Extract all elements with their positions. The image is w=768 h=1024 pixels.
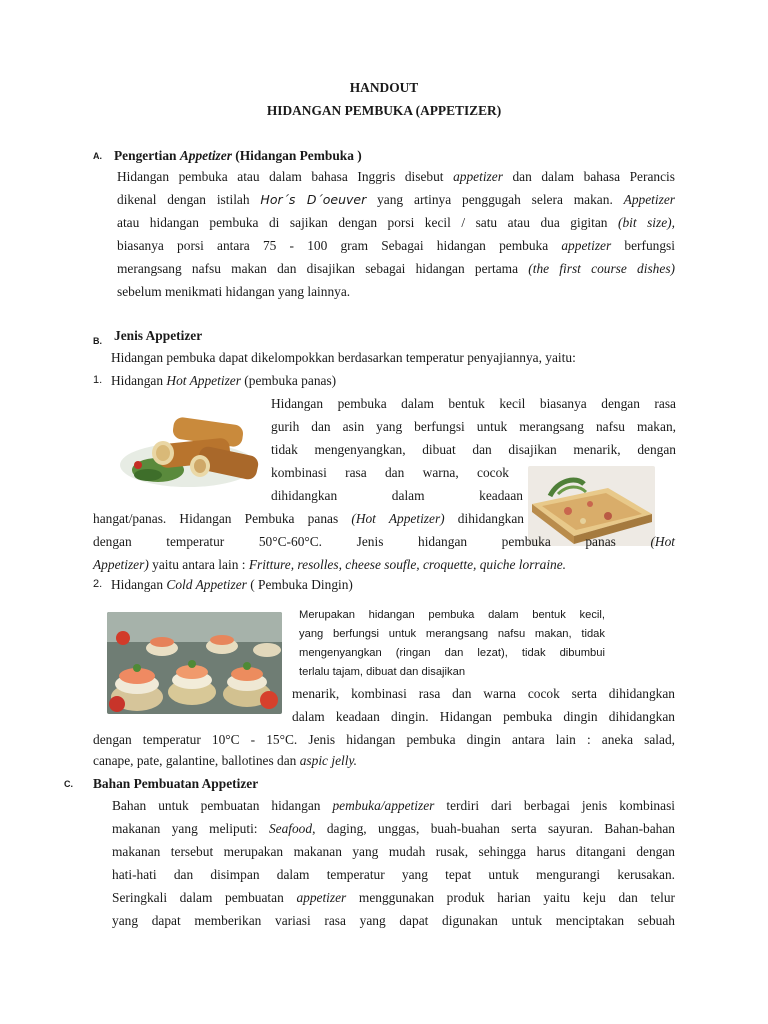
paragraph-line: atau hidangan pembuka di sajikan dengan porsi kecil / satu atau dua gigitan (bit size),: [117, 215, 675, 230]
paragraph-line: biasanya porsi antara 75 - 100 gram Sebagai hidangan pembuka appetizer berfungsi: [117, 238, 675, 253]
section-b-intro: Hidangan pembuka dapat dikelompokkan berdasarkan temperatur penyajiannya, yaitu:: [111, 350, 576, 365]
handout-title: HANDOUT: [349, 80, 419, 95]
section-a-body: [117, 165, 675, 303]
paragraph-line: Seringkali dalam pembuatan appetizer menggunakan produk harian yaitu keju dan telur: [112, 890, 675, 905]
spring-rolls-photo: [118, 415, 264, 489]
paragraph-line: menarik, kombinasi rasa dan warna cocok serta dihidangkan: [292, 686, 675, 701]
paragraph-line: sebelum menikmati hidangan yang lainnya.: [117, 284, 351, 299]
paragraph-line: kombinasi rasa dan warna, cocok: [271, 465, 509, 480]
section-c-heading: Bahan Pembuatan Appetizer: [93, 776, 259, 791]
spring-rolls-image: [118, 415, 264, 489]
item-1-body: [271, 392, 676, 461]
paragraph-line: hangat/panas. Hidangan Pembuka panas (Hot Appetizer) dihidangkan: [93, 511, 524, 526]
paragraph-line: Hidangan pembuka dalam bentuk kecil biasanya dengan rasa: [271, 396, 676, 411]
section-a-letter: A.: [93, 151, 102, 161]
section-c-body: [112, 794, 675, 932]
page-title: HIDANGAN PEMBUKA (APPETIZER): [266, 103, 502, 118]
paragraph-line: Bahan untuk pembuatan hidangan pembuka/appetizer terdiri dari berbagai jenis kombinasi: [112, 798, 675, 813]
paragraph-line: merangsang nafsu makan dan disajikan sebagai hidangan pertama (the first course dishes): [117, 261, 675, 276]
paragraph-line: Hidangan pembuka atau dalam bahasa Inggris disebut appetizer dan dalam bahasa Perancis: [117, 169, 675, 184]
paragraph-line: makanan tersebut merupakan makanan yang mudah rusak, sehingga harus ditangani dengan: [112, 844, 675, 859]
paragraph-line: canape, pate, galantine, ballotines dan aspic jelly.: [93, 753, 358, 768]
paragraph-line: yang dapat memberikan variasi rasa yang dapat digunakan untuk menciptakan sebuah: [112, 913, 675, 928]
paragraph-line: dalam keadaan dingin. Hidangan pembuka dingin dihidangkan: [292, 709, 675, 724]
paragraph-line: Merupakan hidangan pembuka dalam bentuk kecil,: [299, 609, 605, 621]
section-a-heading: Pengertian Appetizer (Hidangan Pembuka ): [114, 148, 362, 163]
item-1-number: 1.: [93, 374, 103, 386]
item-1-label: Hidangan Hot Appetizer (pembuka panas): [111, 373, 337, 388]
canapes-image: [107, 612, 282, 714]
paragraph-line: yang berfungsi untuk merangsang nafsu makan, tidak: [299, 628, 605, 640]
canapes-photo: [107, 612, 282, 714]
paragraph-line: mengenyangkan (ringan dan lezat), tidak dibumbui: [299, 647, 605, 659]
paragraph-line: hati-hati dan disimpan dalam temperatur yang tepat untuk mengurangi kerusakan.: [112, 867, 675, 882]
paragraph-line: dengan temperatur 50°C-60°C. Jenis hidangan pembuka panas (Hot: [93, 534, 675, 549]
paragraph-line: tidak mengenyangkan, dibuat dan disajikan menarik, dengan: [271, 442, 676, 457]
paragraph-line: dihidangkan dalam keadaan: [271, 488, 523, 503]
paragraph-line: gurih dan asin yang berfungsi untuk merangsang nafsu makan,: [271, 419, 676, 434]
item-2-label: Hidangan Cold Appetizer ( Pembuka Dingin): [111, 577, 353, 592]
item-2-small-text: [299, 606, 605, 682]
paragraph-line: Appetizer) yaitu antara lain : Fritture, resolles, cheese soufle, croquette, quiche lorraine.: [93, 557, 567, 572]
paragraph-line: dengan temperatur 10°C - 15°C. Jenis hidangan pembuka dingin antara lain : aneka salad,: [93, 732, 675, 747]
section-c-letter: C.: [64, 779, 73, 789]
paragraph-line: terlalu tajam, dibuat dan disajikan: [299, 666, 466, 678]
paragraph-line: dikenal dengan istilah Hor´s D´oeuver yang artinya penggugah selera makan. Appetizer: [117, 192, 675, 207]
section-b-letter: B.: [93, 336, 102, 346]
item-2-number: 2.: [93, 578, 103, 590]
paragraph-line: makanan yang meliputi: Seafood, daging, unggas, buah-buahan serta sayuran. Bahan-bahan: [112, 821, 675, 836]
section-b-heading: Jenis Appetizer: [114, 328, 203, 343]
